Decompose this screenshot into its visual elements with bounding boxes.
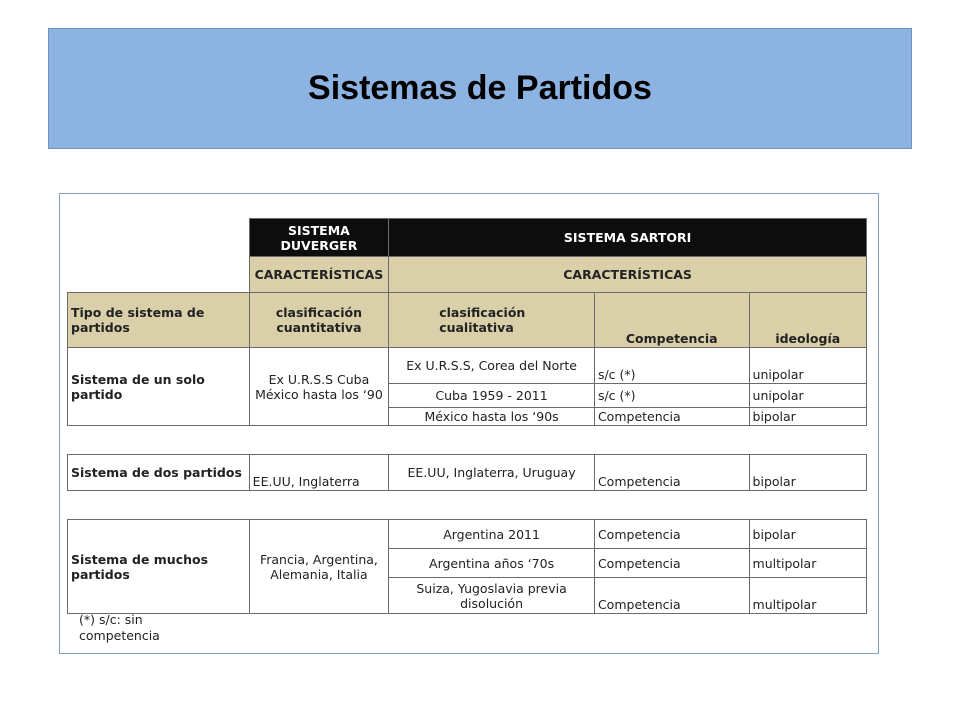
cell-competencia: Competencia (594, 455, 749, 491)
cell-competencia: Competencia (594, 520, 749, 549)
footnote: (*) s/c: sin competencia (79, 612, 160, 643)
cell-competencia: Competencia (594, 578, 749, 614)
col-header-competencia: Competencia (594, 293, 749, 348)
header-duverger: SISTEMA DUVERGER (249, 219, 389, 257)
cell-ideologia: unipolar (749, 384, 866, 408)
cell-competencia: s/c (*) (594, 348, 749, 384)
table-row (68, 348, 867, 384)
parties-table-multi-party (67, 519, 867, 614)
cell-cualitativa: Ex U.R.S.S, Corea del Norte (389, 348, 595, 384)
cell-ideologia: bipolar (749, 520, 866, 549)
header-row-systems (68, 219, 867, 257)
cell-competencia: Competencia (594, 549, 749, 578)
duverger-multi-party: Francia, Argentina, Alemania, Italia (249, 520, 389, 614)
parties-table-main (67, 218, 867, 426)
cell-ideologia: multipolar (749, 578, 866, 614)
cell-cualitativa: Cuba 1959 - 2011 (389, 384, 595, 408)
col-header-tipo: Tipo de sistema de partidos (68, 293, 250, 348)
cell-ideologia: bipolar (749, 455, 866, 491)
group-label-two-party: Sistema de dos partidos (68, 455, 250, 491)
duverger-two-party: EE.UU, Inglaterra (249, 455, 389, 491)
cell-competencia: Competencia (594, 408, 749, 426)
header-sartori: SISTEMA SARTORI (389, 219, 867, 257)
header-row-characteristics (68, 257, 867, 293)
col-header-cualitativa: clasificación cualitativa (389, 293, 595, 348)
duverger-one-party: Ex U.R.S.S Cuba México hasta los ‘90 (249, 348, 389, 426)
cell-ideologia: bipolar (749, 408, 866, 426)
cell-cualitativa: Suiza, Yugoslavia previa disolución (389, 578, 595, 614)
title-banner (48, 28, 912, 149)
cell-competencia: s/c (*) (594, 384, 749, 408)
header-duverger-characteristics: CARACTERÍSTICAS (249, 257, 389, 293)
cell-ideologia: multipolar (749, 549, 866, 578)
cell-cualitativa: México hasta los ‘90s (389, 408, 595, 426)
parties-table-two-party (67, 454, 867, 491)
cell-cualitativa: Argentina años ‘70s (389, 549, 595, 578)
group-label-one-party: Sistema de un solo partido (68, 348, 250, 426)
cell-cualitativa: Argentina 2011 (389, 520, 595, 549)
header-sartori-characteristics: CARACTERÍSTICAS (389, 257, 867, 293)
table-row (68, 455, 867, 491)
table-row (68, 520, 867, 549)
col-header-cuantitativa: clasificación cuantitativa (249, 293, 389, 348)
slide-title: Sistemas de Partidos (308, 69, 652, 107)
col-header-ideologia: ideología (749, 293, 866, 348)
cell-ideologia: unipolar (749, 348, 866, 384)
group-label-multi-party: Sistema de muchos partidos (68, 520, 250, 614)
header-row-columns (68, 293, 867, 348)
cell-cualitativa: EE.UU, Inglaterra, Uruguay (389, 455, 595, 491)
